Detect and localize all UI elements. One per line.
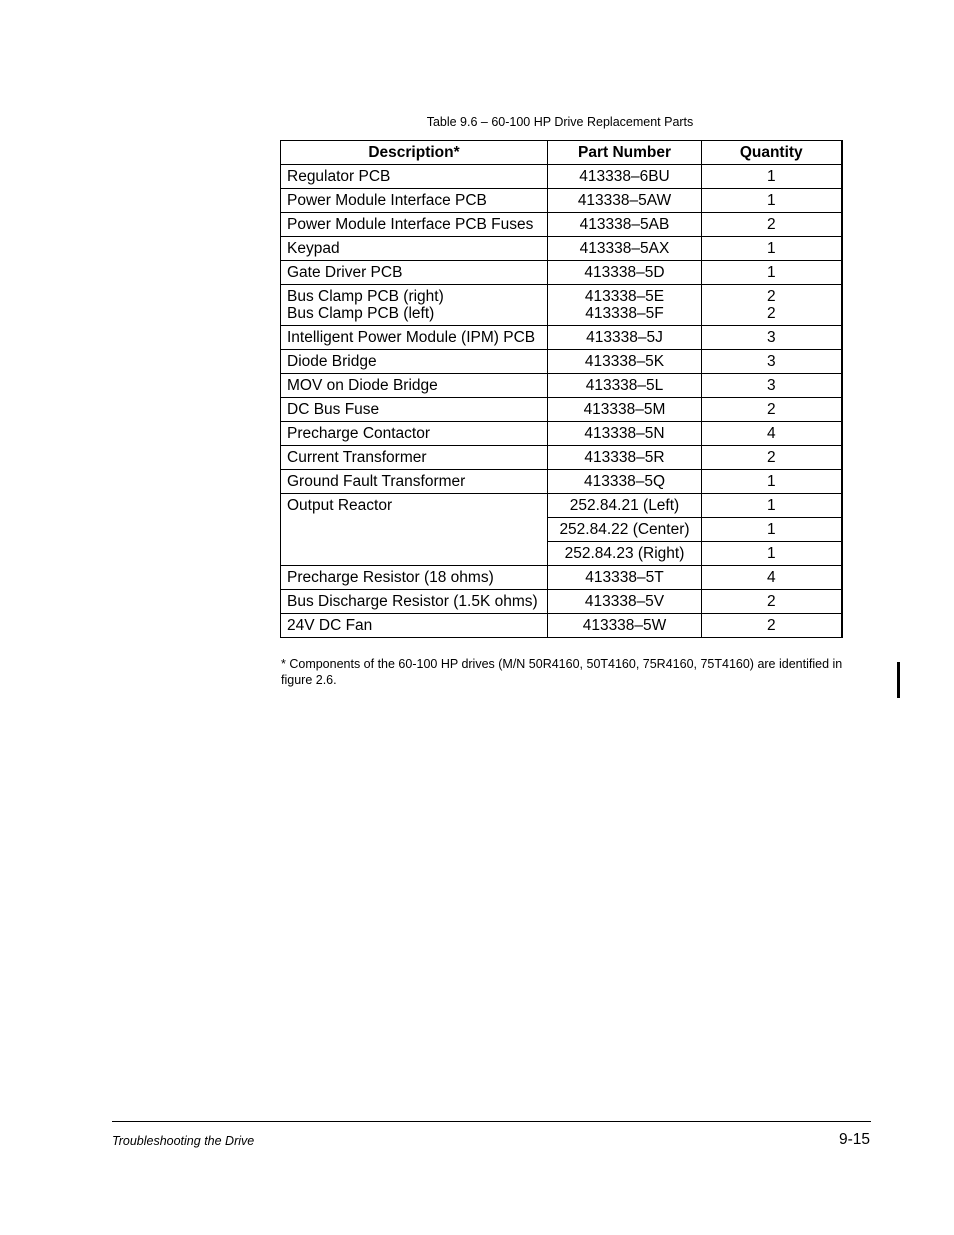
cell-part-number-line: 413338–5N [584,425,665,442]
cell-quantity-line: 3 [766,377,776,394]
cell-part-number [548,374,702,398]
cell-quantity: 1 [702,518,842,542]
cell-description-line: 24V DC Fan [287,617,373,634]
cell-part-number [548,326,702,350]
cell-part-number [548,350,702,374]
cell-description-line: Keypad [287,240,340,257]
cell-quantity [702,470,842,494]
table-row [281,422,842,446]
cell-quantity-line: 2 [766,288,776,305]
cell-description-line: Current Transformer [287,449,427,466]
cell-description [281,470,548,494]
cell-part-number-line: 413338–5L [585,377,664,394]
cell-quantity [702,237,842,261]
cell-quantity-line: 2 [766,593,776,610]
cell-part-number [548,446,702,470]
footer-section-title: Troubleshooting the Drive [112,1134,255,1148]
cell-description [281,422,548,446]
table-row [281,189,842,213]
cell-part-number [548,261,702,285]
cell-quantity-line: 1 [766,473,776,490]
cell-quantity [702,566,842,590]
cell-quantity-line: 2 [766,401,776,418]
cell-quantity [702,374,842,398]
cell-description [281,374,548,398]
cell-quantity [702,285,842,326]
cell-part-number-line: 413338–5E [584,288,665,305]
table-row [281,470,842,494]
table-row [281,261,842,285]
cell-quantity [702,446,842,470]
cell-part-number-line: 413338–5V [584,593,665,610]
cell-description [281,614,548,638]
table-header-row [281,141,842,165]
cell-description-line: Diode Bridge [287,353,377,370]
cell-part-number-line: 413338–5T [585,569,664,586]
cell-quantity [702,422,842,446]
table-row [281,590,842,614]
cell-description-line: Bus Clamp PCB (right) [287,288,444,305]
cell-quantity [702,165,842,189]
table-row [281,494,842,518]
cell-quantity-line: 1 [766,168,776,185]
cell-quantity-line: 2 [766,449,776,466]
cell-description [281,165,548,189]
cell-part-number [548,614,702,638]
cell-quantity-line: 3 [766,353,776,370]
cell-part-number-line: 413338–5R [584,449,665,466]
cell-description [281,398,548,422]
cell-quantity [702,213,842,237]
change-bar [897,662,900,698]
cell-quantity [702,350,842,374]
cell-description-line: Bus Clamp PCB (left) [287,305,435,322]
cell-quantity-line: 1 [766,240,776,257]
cell-description [281,326,548,350]
cell-description-line: Bus Discharge Resistor (1.5K ohms) [287,593,538,610]
table-row [281,237,842,261]
cell-description [281,590,548,614]
cell-quantity-line: 1 [766,264,776,281]
table-row [281,374,842,398]
cell-description-line: Power Module Interface PCB Fuses [287,216,534,233]
cell-description [281,189,548,213]
cell-description-line: DC Bus Fuse [287,401,380,418]
column-header-quantity: Quantity [702,141,842,165]
table-row [281,165,842,189]
cell-quantity: 1 [702,494,842,518]
cell-quantity [702,189,842,213]
cell-part-number [548,213,702,237]
cell-part-number-line: 413338–5AB [579,216,670,233]
cell-description [281,446,548,470]
cell-quantity [702,261,842,285]
replacement-parts-table [280,140,843,638]
cell-part-number-line: 413338–5F [585,305,664,322]
cell-part-number [548,422,702,446]
cell-quantity-line: 3 [766,329,776,346]
cell-description: Output Reactor [281,494,548,566]
table-row [281,326,842,350]
cell-part-number-line: 413338–5W [582,617,667,634]
table-row [281,398,842,422]
cell-quantity [702,398,842,422]
table-row [281,566,842,590]
cell-part-number: 252.84.22 (Center) [548,518,702,542]
cell-part-number-line: 413338–5J [586,329,663,346]
cell-part-number [548,566,702,590]
cell-part-number [548,398,702,422]
cell-part-number: 252.84.21 (Left) [548,494,702,518]
cell-part-number-line: 413338–5D [584,264,665,281]
cell-description-line: Gate Driver PCB [287,264,403,281]
cell-description-line: Power Module Interface PCB [287,192,487,209]
cell-quantity-line: 4 [766,425,776,442]
cell-quantity [702,590,842,614]
column-header-description: Description* [281,141,548,165]
table-row [281,350,842,374]
cell-part-number-line: 413338–5AW [577,192,672,209]
table-row [281,446,842,470]
cell-quantity-line: 4 [766,569,776,586]
cell-part-number [548,285,702,326]
cell-description [281,261,548,285]
cell-part-number [548,590,702,614]
cell-description-line: Precharge Contactor [287,425,431,442]
cell-quantity [702,326,842,350]
table-row [281,285,842,326]
column-header-part-number: Part Number [548,141,702,165]
cell-part-number: 252.84.23 (Right) [548,542,702,566]
table-footnote: * Components of the 60-100 HP drives (M/N 50R4160, 50T4160, 75R4160, 75T4160) are identified in figure 2.6. [281,657,843,687]
cell-description [281,350,548,374]
cell-description [281,285,548,326]
cell-description [281,237,548,261]
cell-quantity-line: 2 [766,305,776,322]
cell-part-number [548,189,702,213]
cell-description [281,213,548,237]
page-number: 9-15 [838,1131,870,1148]
table-caption: Table 9.6 – 60-100 HP Drive Replacement Parts [426,115,694,129]
cell-part-number [548,470,702,494]
cell-quantity [702,614,842,638]
cell-description-line: Precharge Resistor (18 ohms) [287,569,494,586]
cell-description-line: MOV on Diode Bridge [287,377,438,394]
table-row [281,614,842,638]
cell-description [281,566,548,590]
cell-part-number-line: 413338–5K [584,353,665,370]
cell-part-number-line: 413338–6BU [579,168,670,185]
cell-description-line: Ground Fault Transformer [287,473,466,490]
footer-divider [112,1121,871,1122]
cell-part-number-line: 413338–5AX [579,240,670,257]
cell-quantity-line: 2 [766,617,776,634]
cell-quantity-line: 1 [766,192,776,209]
cell-part-number [548,165,702,189]
cell-quantity: 1 [702,542,842,566]
cell-quantity-line: 2 [766,216,776,233]
cell-part-number-line: 413338–5Q [583,473,666,490]
table-row [281,213,842,237]
cell-part-number-line: 413338–5M [583,401,666,418]
cell-part-number [548,237,702,261]
cell-description-line: Regulator PCB [287,168,391,185]
cell-description-line: Intelligent Power Module (IPM) PCB [287,329,536,346]
